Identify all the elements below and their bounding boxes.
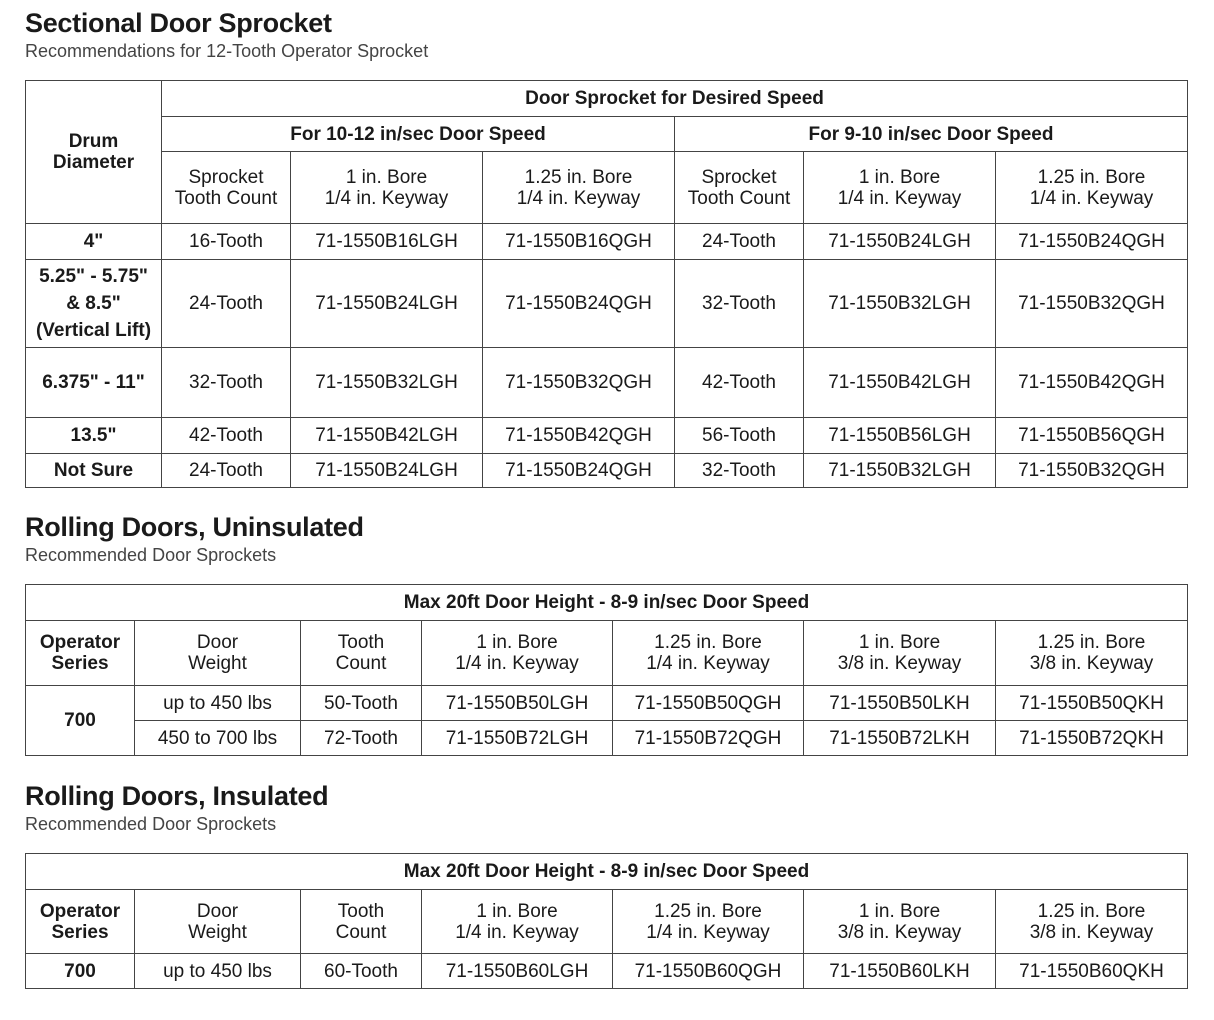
part-cell: 71-1550B24LGH [291,454,483,488]
col-125in-38-keyway: 1.25 in. Bore 3/8 in. Keyway [996,890,1188,954]
part-cell: 71-1550B42QGH [996,348,1188,418]
part-cell: 71-1550B32LGH [804,260,996,348]
part-cell: 71-1550B60QGH [613,954,804,989]
col-1in-38-keyway: 1 in. Bore 3/8 in. Keyway [804,890,996,954]
part-cell: 71-1550B32QGH [996,260,1188,348]
part-cell: 71-1550B72QKH [996,721,1188,756]
part-cell: 71-1550B32QGH [996,454,1188,488]
col-1in-bore-b: 1 in. Bore 1/4 in. Keyway [804,152,996,224]
part-cell: 71-1550B24QGH [996,224,1188,260]
part-cell: 71-1550B24LGH [291,260,483,348]
part-cell: 71-1550B50QGH [613,686,804,721]
part-cell: 71-1550B42LGH [291,418,483,454]
series-cell: 700 [26,954,135,989]
table-row [26,348,1188,418]
teeth-cell: 56-Tooth [675,418,804,454]
uninsulated-table [25,584,1188,756]
desired-speed-header: Door Sprocket for Desired Speed [162,81,1188,117]
speed-10-12-header: For 10-12 in/sec Door Speed [162,117,675,152]
uninsulated-section [25,512,1187,749]
speed-9-10-header: For 9-10 in/sec Door Speed [675,117,1188,152]
col-125in-bore-b: 1.25 in. Bore 1/4 in. Keyway [996,152,1188,224]
col-sprocket-teeth-a: Sprocket Tooth Count [162,152,291,224]
drum-cell: 4" [26,224,162,260]
insulated-title: Rolling Doors, Insulated [25,781,329,811]
teeth-cell: 32-Tooth [675,454,804,488]
table-row [26,260,1188,348]
col-1in-38-keyway: 1 in. Bore 3/8 in. Keyway [804,621,996,686]
part-cell: 71-1550B24LGH [804,224,996,260]
teeth-cell: 32-Tooth [675,260,804,348]
sectional-section [25,8,1187,481]
col-tooth-count: Tooth Count [301,621,422,686]
teeth-cell: 24-Tooth [162,454,291,488]
part-cell: 71-1550B42QGH [483,418,675,454]
teeth-cell: 42-Tooth [675,348,804,418]
part-cell: 71-1550B16QGH [483,224,675,260]
col-125in-bore-a: 1.25 in. Bore 1/4 in. Keyway [483,152,675,224]
col-1in-14-keyway: 1 in. Bore 1/4 in. Keyway [422,890,613,954]
part-cell: 71-1550B32QGH [483,348,675,418]
table-row [26,454,1188,488]
weight-cell: up to 450 lbs [135,686,301,721]
col-operator-series: Operator Series [26,621,135,686]
sectional-subtitle: Recommendations for 12-Tooth Operator Sprocket [25,41,429,61]
insulated-section [25,781,1187,982]
insulated-top-header: Max 20ft Door Height - 8-9 in/sec Door Speed [26,854,1188,890]
col-125in-38-keyway: 1.25 in. Bore 3/8 in. Keyway [996,621,1188,686]
teeth-cell: 24-Tooth [675,224,804,260]
col-1in-14-keyway: 1 in. Bore 1/4 in. Keyway [422,621,613,686]
part-cell: 71-1550B72LGH [422,721,613,756]
weight-cell: up to 450 lbs [135,954,301,989]
part-cell: 71-1550B50QKH [996,686,1188,721]
insulated-table [25,853,1188,989]
col-125in-14-keyway: 1.25 in. Bore 1/4 in. Keyway [613,890,804,954]
table-row [26,721,1188,756]
sectional-title: Sectional Door Sprocket [25,8,332,38]
col-door-weight: Door Weight [135,890,301,954]
part-cell: 71-1550B56QGH [996,418,1188,454]
part-cell: 71-1550B50LGH [422,686,613,721]
teeth-cell: 16-Tooth [162,224,291,260]
col-door-weight: Door Weight [135,621,301,686]
teeth-cell: 50-Tooth [301,686,422,721]
teeth-cell: 72-Tooth [301,721,422,756]
uninsulated-top-header: Max 20ft Door Height - 8-9 in/sec Door Speed [26,585,1188,621]
part-cell: 71-1550B56LGH [804,418,996,454]
part-cell: 71-1550B60LKH [804,954,996,989]
part-cell: 71-1550B32LGH [804,454,996,488]
series-cell: 700 [26,686,135,756]
part-cell: 71-1550B32LGH [291,348,483,418]
drum-cell: 5.25" - 5.75" & 8.5" (Vertical Lift) [26,260,162,348]
teeth-cell: 32-Tooth [162,348,291,418]
part-cell: 71-1550B42LGH [804,348,996,418]
table-row [26,686,1188,721]
drum-diameter-header: Drum Diameter [26,81,162,224]
sectional-table [25,80,1188,488]
drum-cell: 6.375" - 11" [26,348,162,418]
col-1in-bore-a: 1 in. Bore 1/4 in. Keyway [291,152,483,224]
part-cell: 71-1550B60LGH [422,954,613,989]
part-cell: 71-1550B72LKH [804,721,996,756]
part-cell: 71-1550B50LKH [804,686,996,721]
part-cell: 71-1550B24QGH [483,454,675,488]
table-row [26,954,1188,989]
col-sprocket-teeth-b: Sprocket Tooth Count [675,152,804,224]
table-row [26,418,1188,454]
drum-cell: Not Sure [26,454,162,488]
uninsulated-title: Rolling Doors, Uninsulated [25,512,364,542]
col-tooth-count: Tooth Count [301,890,422,954]
col-operator-series: Operator Series [26,890,135,954]
insulated-subtitle: Recommended Door Sprockets [25,814,277,834]
drum-cell: 13.5" [26,418,162,454]
table-row [26,224,1188,260]
teeth-cell: 24-Tooth [162,260,291,348]
part-cell: 71-1550B24QGH [483,260,675,348]
teeth-cell: 60-Tooth [301,954,422,989]
part-cell: 71-1550B72QGH [613,721,804,756]
col-125in-14-keyway: 1.25 in. Bore 1/4 in. Keyway [613,621,804,686]
uninsulated-subtitle: Recommended Door Sprockets [25,545,277,565]
part-cell: 71-1550B16LGH [291,224,483,260]
part-cell: 71-1550B60QKH [996,954,1188,989]
weight-cell: 450 to 700 lbs [135,721,301,756]
teeth-cell: 42-Tooth [162,418,291,454]
